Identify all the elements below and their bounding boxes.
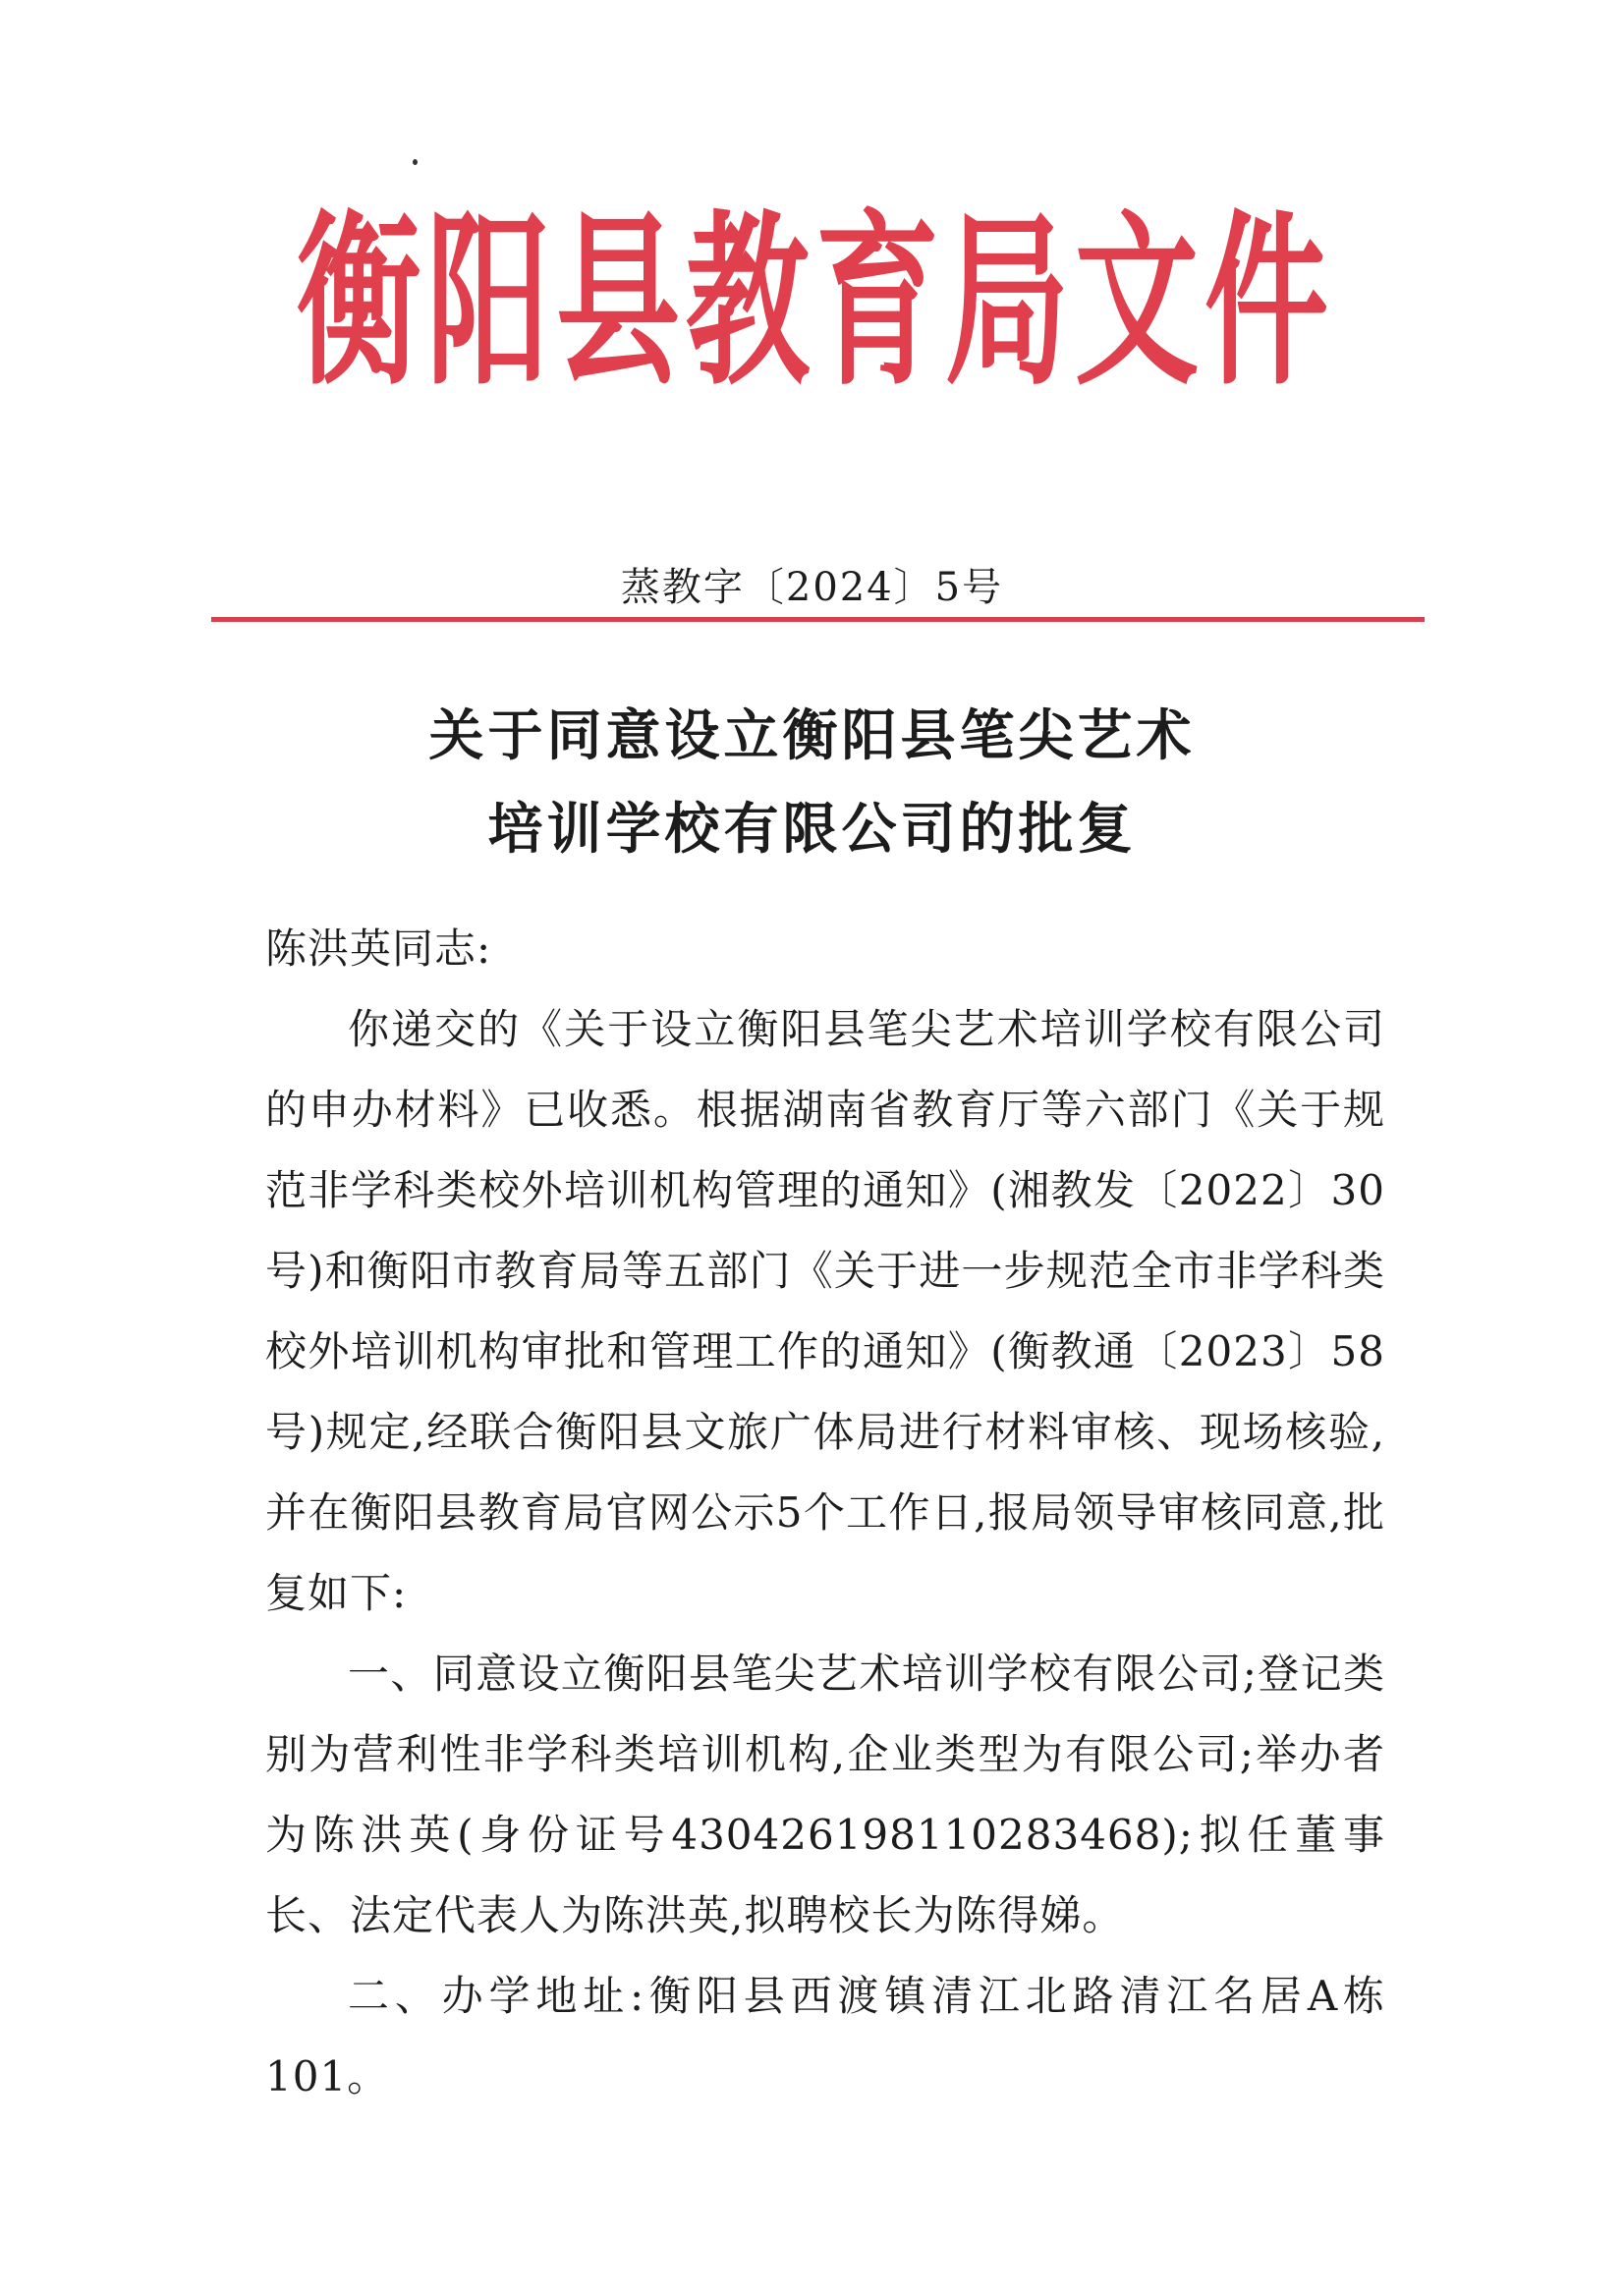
document-body (265, 909, 1385, 2117)
title-line-2: 培训学校有限公司的批复 (487, 798, 1137, 862)
red-divider-line (211, 617, 1425, 622)
paragraph-item-2: 二、办学地址:衡阳县西渡镇清江北路清江名居A栋101。 (265, 1972, 1385, 2100)
title-line-1: 关于同意设立衡阳县笔尖艺术 (428, 704, 1196, 768)
paragraph-intro: 你递交的《关于设立衡阳县笔尖艺术培训学校有限公司的申办材料》已收悉。根据湖南省教育厅等六部门《关于规范非学科类校外培训机构管理的通知》(湘教发〔2022〕30号)和衡阳市教育局等五部门《关于进一步规范全市非学科类校外培训机构审批和管理工作的通知》(衡教通〔2023〕58号)规定,经联合衡阳县文旅广体局进行材料审核、现场核验,并在衡阳县教育局官网公示5个工作日,报局领导审核同意,批复如下: (265, 1005, 1385, 1617)
paragraph-item-1: 一、同意设立衡阳县笔尖艺术培训学校有限公司;登记类别为营利性非学科类培训机构,企业类型为有限公司;举办者为陈洪英(身份证号430426198110283468);拟任董事长、法定代表人为陈洪英,拟聘校长为陈得娣。 (265, 1650, 1385, 1939)
scan-speck (413, 159, 418, 165)
document-title (0, 690, 1624, 876)
salutation: 陈洪英同志: (265, 924, 492, 973)
document-number: 蒸教字〔2024〕5号 (620, 565, 1004, 610)
letterhead (211, 192, 1420, 411)
letterhead-text: 衡阳县教育局文件 (297, 192, 1334, 411)
